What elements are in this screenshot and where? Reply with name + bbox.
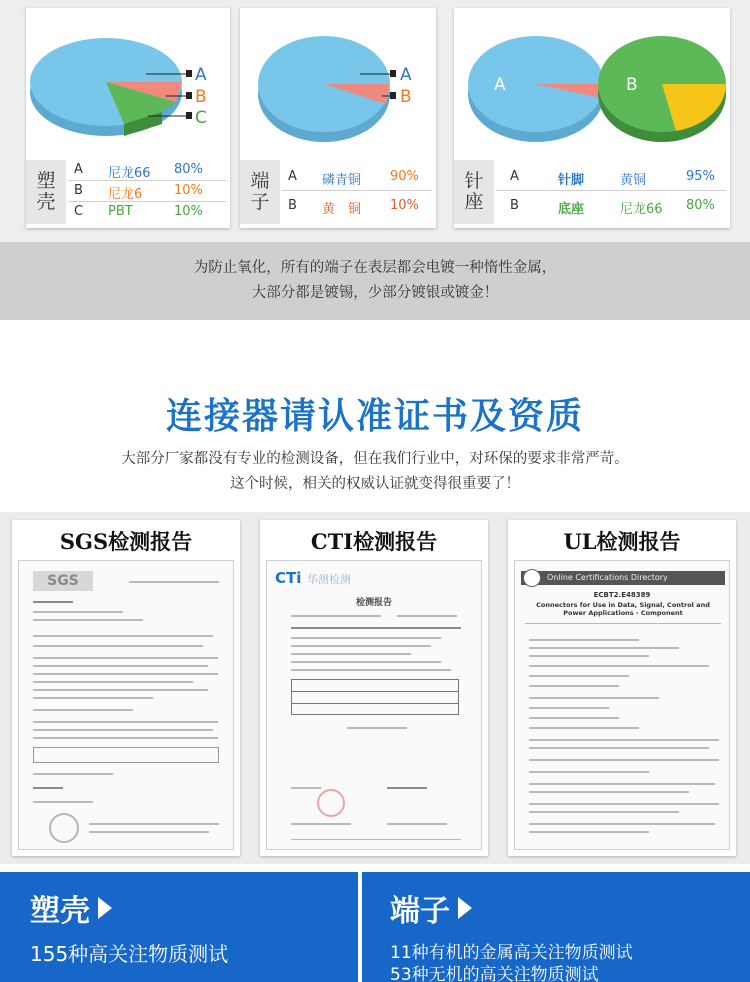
sgs-report-title: SGS检测报告 — [59, 529, 193, 554]
legend-b: B — [400, 87, 412, 107]
pin-base-material-card — [454, 8, 730, 228]
play-arrow-icon — [98, 897, 112, 919]
pin-base-label: 针 座 — [454, 160, 494, 224]
leader-marker-a — [186, 70, 192, 77]
pie-b-label: B — [626, 75, 638, 95]
legend-c: C — [195, 108, 207, 128]
ul-report-card — [508, 520, 736, 856]
sgs-logo: SGS — [33, 571, 93, 591]
terminal-test-title: 端子 — [390, 886, 472, 930]
terminal-label: 端 子 — [240, 160, 280, 224]
leader-marker-a — [390, 70, 396, 77]
legend-b: B — [195, 87, 207, 107]
table-row: A 针脚 黄铜 95% — [496, 164, 726, 191]
terminal-pie-svg — [240, 8, 436, 156]
housing-pie-svg — [26, 8, 230, 156]
pin-base-pie-svg — [454, 8, 730, 156]
housing-pie-chart — [26, 8, 230, 156]
cti-report-title: CTI检测报告 — [310, 529, 438, 554]
material-panel — [0, 0, 750, 242]
terminal-material-card — [240, 8, 436, 228]
housing-test-bar — [0, 872, 358, 982]
terminal-test-line-1: 11种有机的金属高关注物质测试 — [390, 943, 633, 963]
cti-report-card — [260, 520, 488, 856]
ul-directory-banner: Online Certifications Directory — [521, 571, 725, 585]
sgs-seal-icon — [49, 813, 79, 843]
pie-a-label: A — [494, 75, 506, 95]
ul-logo-icon — [523, 569, 541, 587]
plating-note-line-1: 为防止氧化，所有的端子在表层都会电镀一种惰性金属， — [193, 260, 557, 276]
plating-note-line-2: 大部分都是镀锡，少部分镀银或镀金！ — [251, 285, 499, 301]
ul-doc-heading: Connectors for Use in Data, Signal, Control and Power Applications - Component — [536, 601, 710, 617]
housing-label: 塑 壳 — [26, 160, 66, 224]
leader-marker-b — [390, 92, 396, 99]
cti-report-document — [266, 560, 482, 850]
cti-logo-sub: 华测检测 — [307, 573, 351, 586]
plating-note-banner — [0, 242, 750, 320]
cti-stamp-icon — [317, 789, 345, 817]
test-summary-bars — [0, 872, 750, 982]
sgs-report-card — [12, 520, 240, 856]
certification-description: 大部分厂家都没有专业的检测设备，但在我们行业中，对环保的要求非常严苛。 这个时候，相关的权威认证就变得很重要了！ — [121, 451, 629, 492]
cti-doc-heading: 检测报告 — [355, 598, 392, 608]
housing-test-title: 塑壳 — [30, 886, 112, 930]
sgs-result-table — [33, 747, 219, 763]
legend-a: A — [400, 65, 412, 85]
table-row: B 底座 尼龙66 80% — [510, 198, 715, 217]
housing-material-card — [26, 8, 230, 228]
sgs-report-document — [18, 560, 234, 850]
pin-base-material-table — [454, 160, 730, 224]
pin-base-pie-chart — [454, 8, 730, 156]
terminal-pie-chart — [240, 8, 436, 156]
reports-panel — [0, 512, 750, 864]
terminal-test-line-2: 53种无机的高关注物质测试 — [390, 965, 599, 982]
housing-material-table — [26, 160, 230, 224]
ul-report-document — [514, 560, 730, 850]
leader-marker-c — [186, 112, 192, 119]
housing-test-line-1: 155种高关注物质测试 — [30, 942, 229, 966]
cti-logo: CTi — [275, 569, 302, 587]
table-row: B 尼龙6 10% — [68, 181, 226, 202]
table-row: C PBT 10% — [74, 204, 203, 219]
table-row: A 尼龙66 80% — [68, 160, 226, 181]
table-row: B 黄 铜 10% — [288, 198, 419, 217]
table-row: A 磷青铜 90% — [282, 164, 432, 191]
play-arrow-icon — [458, 897, 472, 919]
leader-marker-b — [186, 92, 192, 99]
ul-code: ECBT2.E48389 — [593, 591, 651, 599]
cti-result-table — [291, 679, 459, 715]
legend-a: A — [195, 65, 207, 85]
ul-report-title: UL检测报告 — [563, 529, 681, 554]
terminal-test-bar — [362, 872, 750, 982]
terminal-material-table — [240, 160, 436, 224]
certification-title: 连接器请认准证书及资质 — [165, 396, 584, 437]
